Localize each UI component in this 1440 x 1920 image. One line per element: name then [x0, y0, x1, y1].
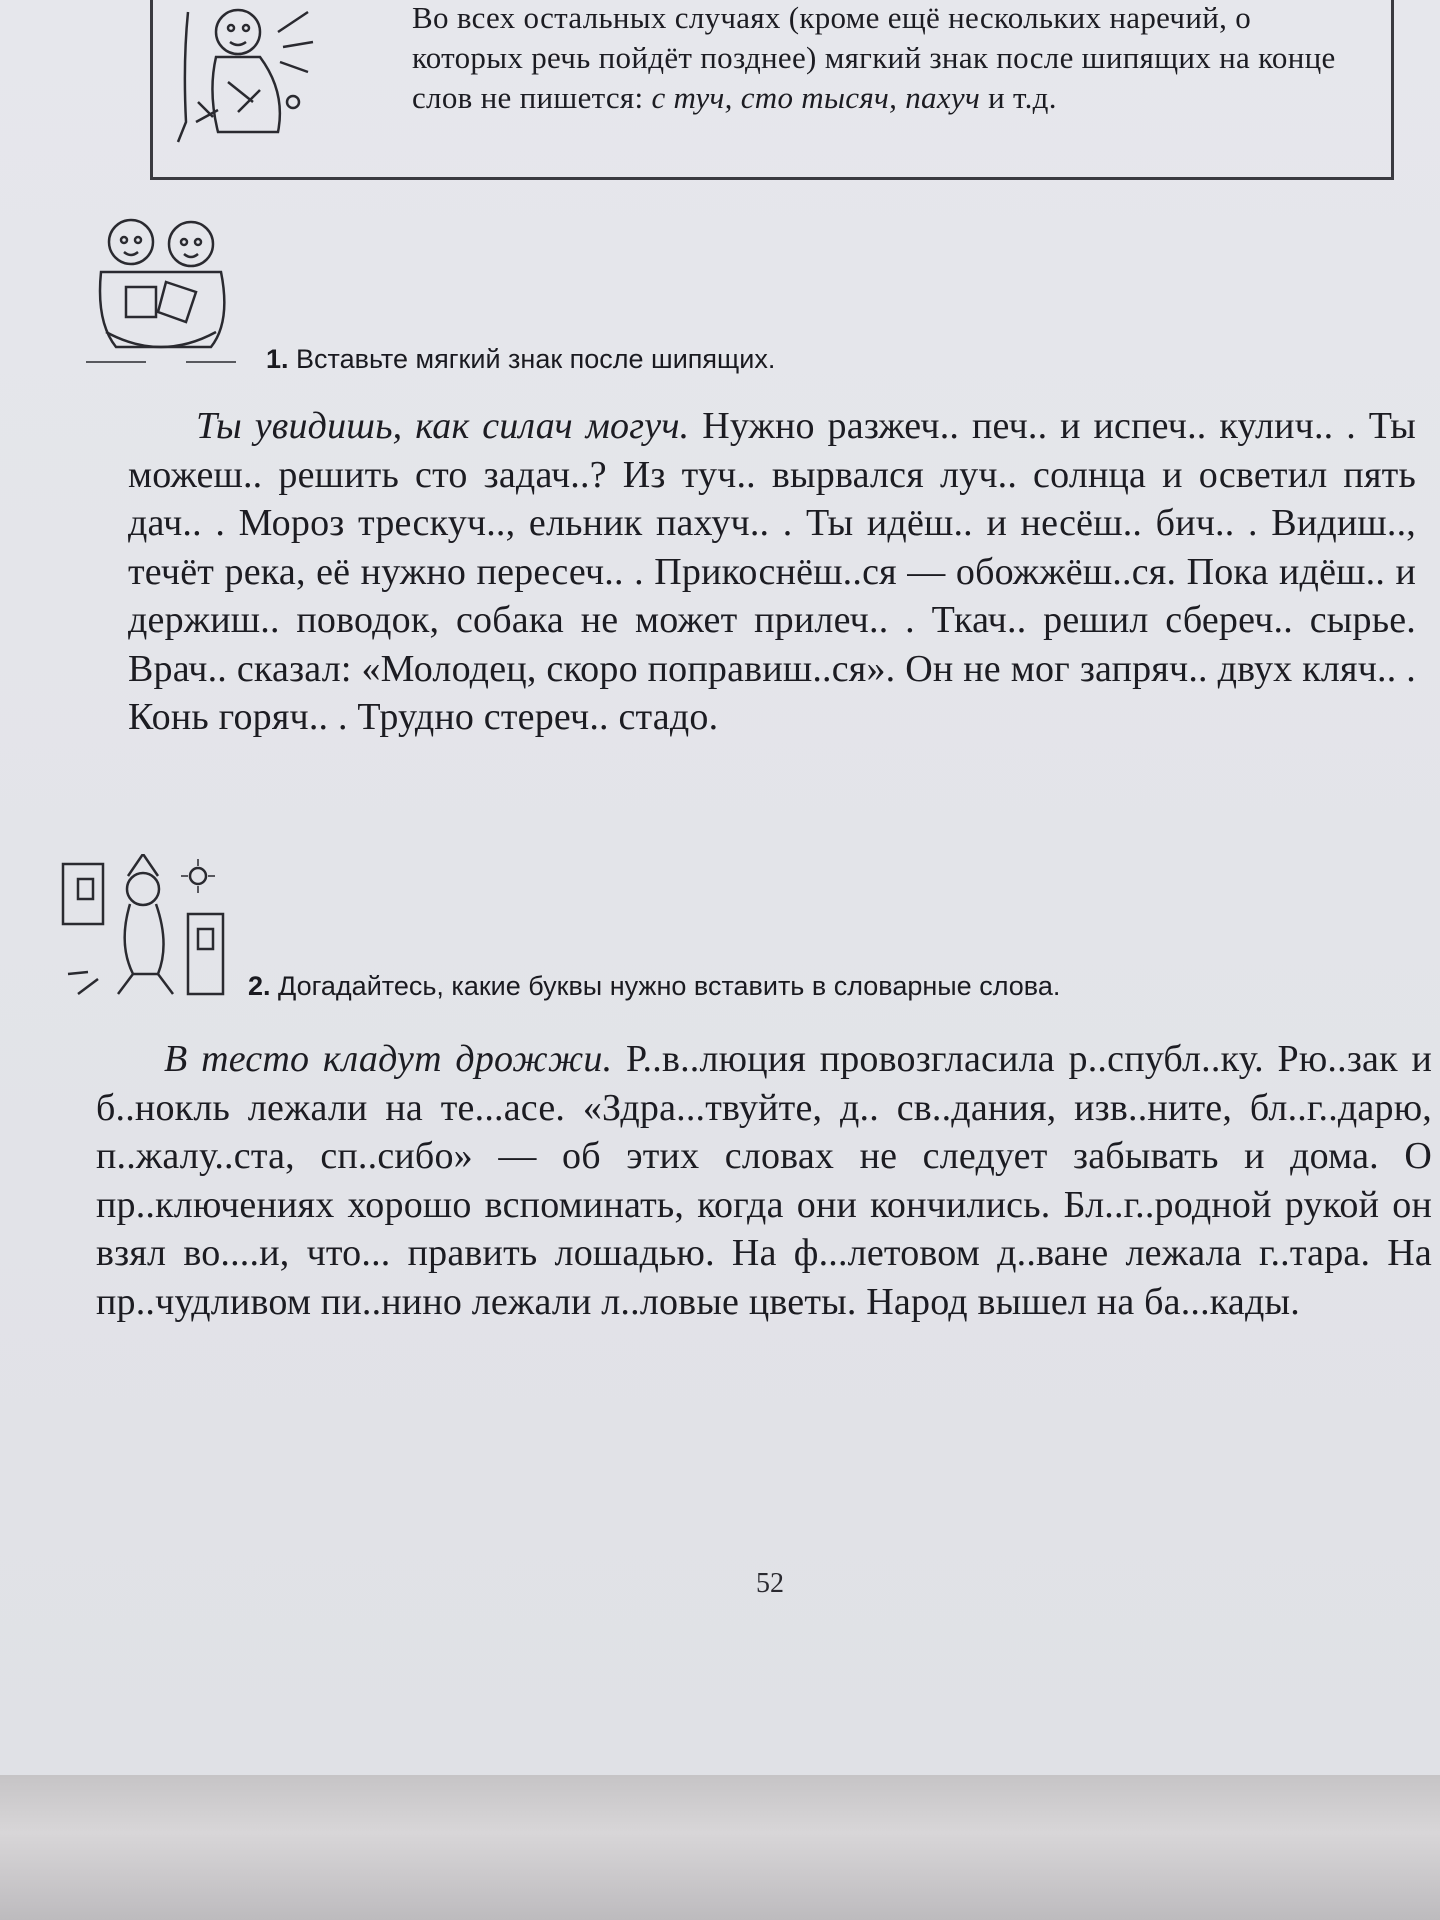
task2-title — [248, 971, 1060, 1002]
task2-number: 2. — [248, 971, 271, 1001]
task2-text — [96, 1035, 1432, 1326]
rule-text-after: и т.д. — [980, 80, 1057, 115]
task1-title-text: Вставьте мягкий знак после шипящих. — [296, 344, 776, 374]
children-with-letters-icon — [86, 212, 238, 364]
page-number: 52 — [756, 1568, 784, 1599]
task1-title — [266, 344, 775, 375]
background-fabric — [0, 1775, 1440, 1920]
task1-number: 1. — [266, 344, 289, 374]
task2-title-text: Догадайтесь, какие буквы нужно вставить в словарные слова. — [278, 971, 1061, 1001]
task1-lead: Ты увидишь, как силач могуч. — [196, 405, 690, 447]
task1-body: Нужно разжеч.. печ.. и испеч.. кулич.. . Ты можеш.. решить сто задач..? Из туч.. вырвался луч.. солнца и осветил пять дач.. . Мороз трескуч.., ельник пахуч.. . Ты идёш.. и несёш.. бич.. . Видиш.., течёт река, её нужно пересеч.. . Прикоснёш..ся — обожжёш..ся. Пока идёш.. и держиш.. поводок, собака не может прилеч.. . Ткач.. решил сбереч.. сырье. Врач.. сказал: «Молодец, скоро поправиш..ся». Он не мог запряч.. двух кляч.. . Конь горяч.. . Трудно стереч.. стадо. — [128, 405, 1416, 738]
gnome-with-letters-icon — [58, 854, 228, 1000]
rule-illustration-icon — [168, 2, 318, 148]
rule-text — [340, 0, 1340, 118]
task2-body: Р..в..люция провозгласила р..спубл..ку. Рю..зак и б..нокль лежали на те...асе. «Здра...твуйте, д.. св..дания, изв..ните, бл..г..дарю, п..жалу..ста, сп..сибо» — об этих словах не следует забывать и дома. О пр..ключениях хорошо вспоминать, когда они кончились. Бл..г..родной рукой он взял во....и, что... править лошадью. На ф...летовом д..ване лежала г..тара. На пр..чудливом пи..нино лежали л..ловые цветы. Народ вышел на ба...кады. — [96, 1038, 1432, 1323]
task2-lead: В тесто кладут дрожжи. — [164, 1038, 613, 1080]
rule-text-before: Во всех остальных случаях (кроме ещё нескольких наречий, о которых речь пойдёт позднее) мягкий знак после шипящих на конце слов не пишется: — [412, 0, 1336, 115]
task1-text — [128, 402, 1416, 742]
rule-examples: с туч, сто тысяч, пахуч — [651, 80, 981, 115]
